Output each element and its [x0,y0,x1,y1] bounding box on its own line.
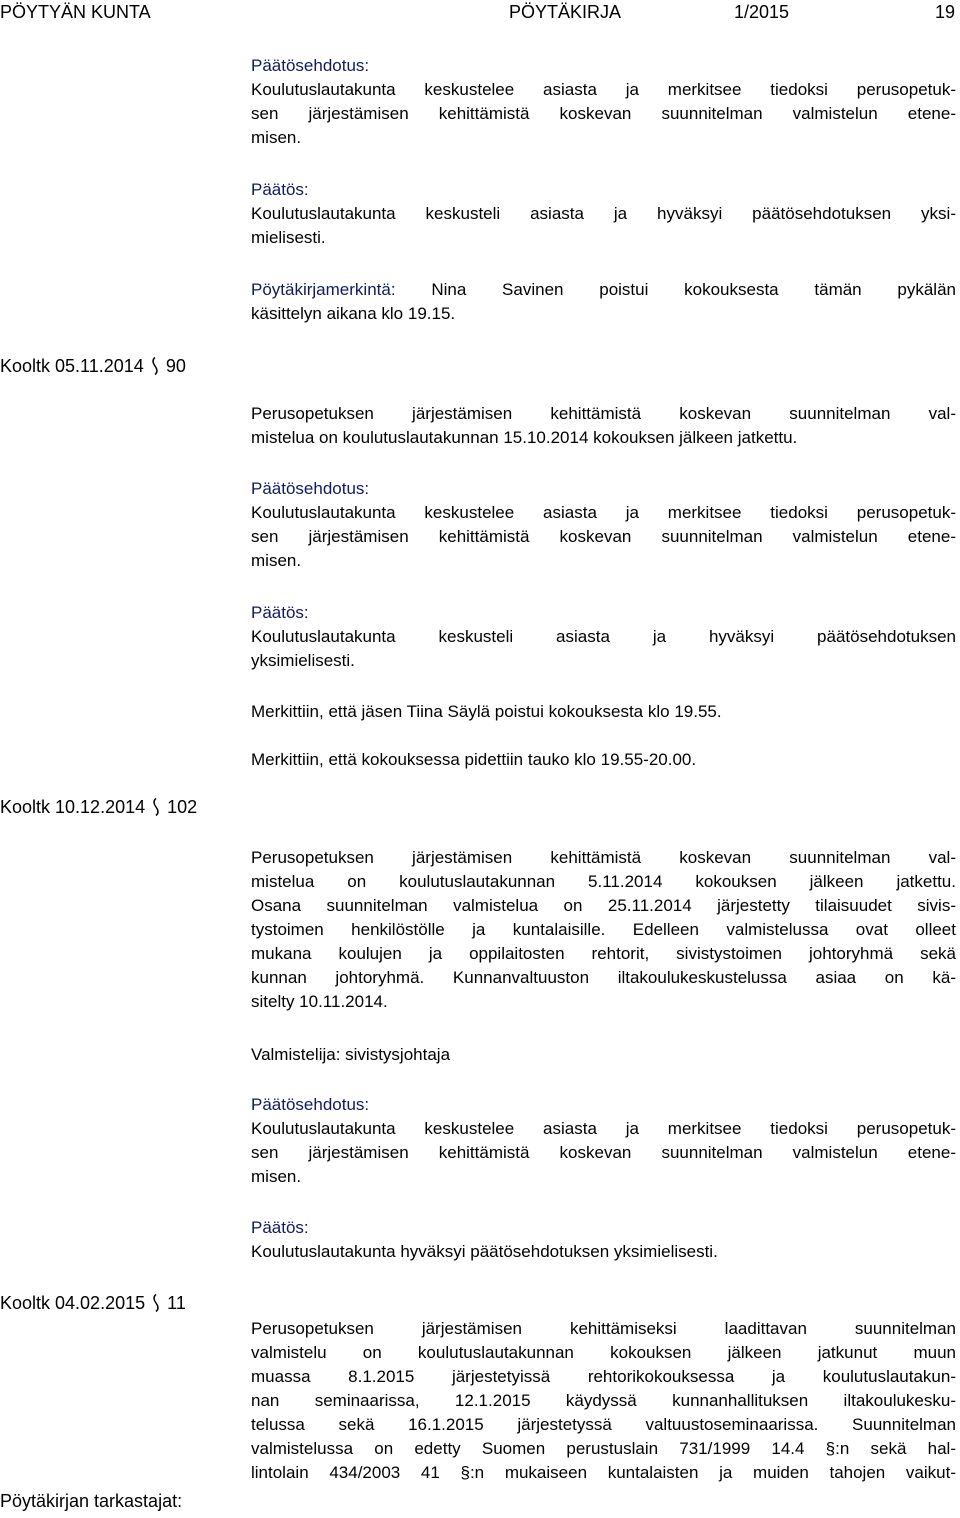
text-line: Koulutuslautakunta keskusteli asiasta ja hyväksyi päätösehdotuksen yksi- [251,204,956,223]
page-number: 19 [935,2,956,22]
section-body-date: Kooltk 10.12.2014 [0,797,146,817]
section-sign-icon [152,1294,160,1312]
text-line: yksimielisesti. [251,651,355,670]
text-line: mielisesti. [251,228,326,247]
text-line: mukana koulujen ja oppilaitosten rehtorit, sivistystoimen johtoryhmä sekä [251,944,956,963]
proposal-label: Päätösehdotus: [251,1095,370,1114]
proposal-label: Päätösehdotus: [251,479,370,498]
decision-label: Päätös: [251,603,309,622]
decision-label: Päätös: [251,1218,309,1237]
text-line: nan seminaarissa, 12.1.2015 käydyssä kunnanhallituksen iltakoulukesku- [251,1391,956,1410]
preparation-text-3 [251,1317,956,1485]
text-line: misen. [251,128,302,147]
text-line: Merkittiin, että jäsen Tiina Säylä poistui kokouksesta klo 19.55. [251,702,722,721]
proposal-label: Päätösehdotus: [251,56,370,75]
text-line: Koulutuslautakunta keskustelee asiasta ja merkitsee tiedoksi perusopetuk- [251,80,956,99]
section-sign-icon [152,798,160,816]
minutes-note-text: Nina Savinen poistui kokouksesta tämän pykälän [431,280,956,299]
text-line: telussa sekä 16.1.2015 järjestetyssä valtuustoseminaarissa. Suunnitelman [251,1415,956,1434]
proposal-block-2 [251,477,956,573]
text-line: käsittelyn aikana klo 19.15. [251,304,456,323]
text-line: Koulutuslautakunta keskustelee asiasta ja merkitsee tiedoksi perusopetuk- [251,1119,956,1138]
note-member-left [251,700,956,724]
decision-block-3 [251,1216,956,1264]
section-body-date: Kooltk 04.02.2015 [0,1293,146,1313]
text-line: kunnan johtoryhmä. Kunnanvaltuuston iltakoulukeskustelussa asiaa on kä- [251,968,956,987]
minutes-note-label: Pöytäkirjamerkintä: [251,280,396,299]
text-line: mistelua on koulutuslautakunnan 5.11.2014 kokouksen jälkeen jatkettu. [251,872,956,891]
text-line: Valmistelija: sivistysjohtaja [251,1045,451,1064]
text-line: Koulutuslautakunta keskusteli asiasta ja hyväksyi päätösehdotuksen [251,627,956,646]
text-line: Perusopetuksen järjestämisen kehittämistä koskevan suunnitelman val- [251,404,956,423]
text-line: Koulutuslautakunta keskustelee asiasta ja merkitsee tiedoksi perusopetuk- [251,503,956,522]
preparer-note [251,1043,956,1067]
text-line: muassa 8.1.2015 järjestetyissä rehtorikokouksessa ja koulutuslautakun- [251,1367,956,1386]
text-line: Merkittiin, että kokouksessa pidettiin tauko klo 19.55-20.00. [251,750,697,769]
municipality-name: PÖYTYÄN KUNTA [0,2,151,22]
section-number: 90 [165,356,186,376]
text-line: Perusopetuksen järjestämisen kehittämiseksi laadittavan suunnitelman [251,1319,956,1338]
text-line: sen järjestämisen kehittämistä koskevan suunnitelman valmistelun etene- [251,104,956,123]
text-line: misen. [251,551,302,570]
document-type: PÖYTÄKIRJA [509,2,622,22]
issue-number: 1/2015 [734,2,790,22]
text-line: tystoimen henkilöstölle ja kuntalaisille. Edelleen valmistelussa ovat olleet [251,920,956,939]
text-line: valmistelu on koulutuslautakunnan kokouksen jälkeen jatkunut muun [251,1343,956,1362]
text-line [251,278,956,302]
text-line: lintolain 434/2003 41 §:n mukaiseen kuntalaisten ja muiden tahojen vaikut- [251,1463,956,1482]
text-line: Perusopetuksen järjestämisen kehittämistä koskevan suunnitelman val- [251,848,956,867]
section-sign-icon [151,357,159,375]
section-number: 102 [167,797,198,817]
decision-block-1 [251,178,956,250]
text-line: sen järjestämisen kehittämistä koskevan suunnitelman valmistelun etene- [251,1143,956,1162]
decision-block-2 [251,601,956,673]
section-number: 11 [167,1293,186,1313]
text-line: Osana suunnitelman valmistelua on 25.11.2014 järjestetty tilaisuudet sivis- [251,896,956,915]
minutes-reviewers-label: Pöytäkirjan tarkastajat: [0,1491,183,1511]
decision-label: Päätös: [251,180,309,199]
proposal-block-1 [251,54,956,150]
text-line: Koulutuslautakunta hyväksyi päätösehdotuksen yksimielisesti. [251,1242,718,1261]
section-body-date: Kooltk 05.11.2014 [0,356,144,376]
minutes-note-block [251,278,956,326]
text-line: misen. [251,1167,302,1186]
text-line: mistelua on koulutuslautakunnan 15.10.2014 kokouksen jälkeen jatkettu. [251,428,798,447]
proposal-block-3 [251,1093,956,1189]
section-reference [0,797,197,818]
section-reference [0,1293,186,1314]
note-break [251,748,956,772]
text-line: sen järjestämisen kehittämistä koskevan suunnitelman valmistelun etene- [251,527,956,546]
text-line: valmistelussa on edetty Suomen perustuslain 731/1999 14.4 §:n sekä hal- [251,1439,956,1458]
preparation-text-1 [251,402,956,450]
text-line: sitelty 10.11.2014. [251,992,388,1011]
preparation-text-2 [251,846,956,1014]
section-reference [0,356,186,377]
